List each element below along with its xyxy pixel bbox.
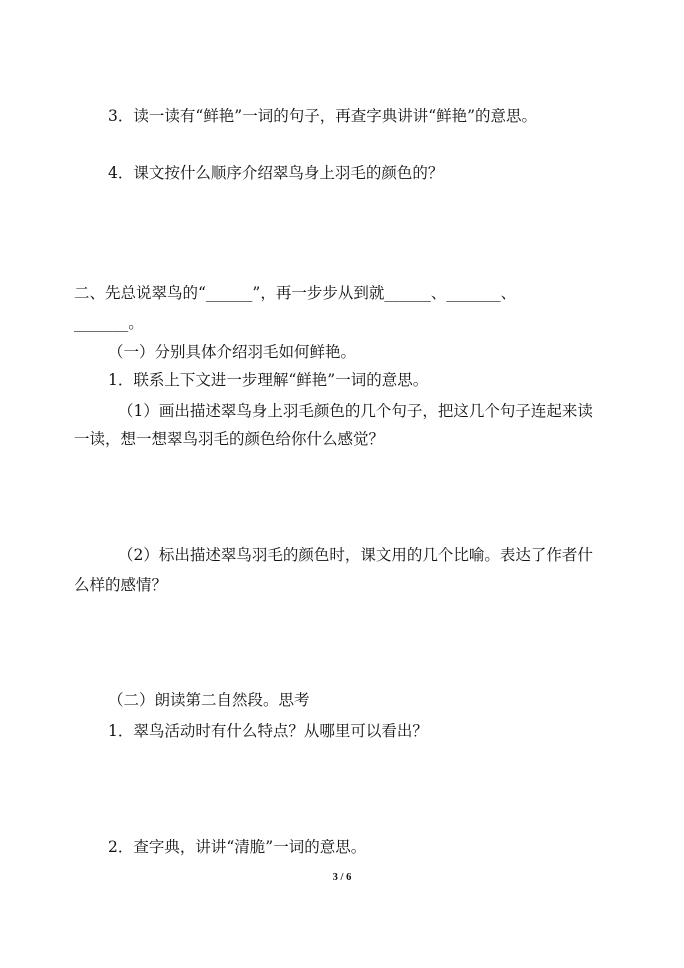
section-two-continuation: _______。 <box>74 314 144 332</box>
subsection-one-heading: （一）分别具体介绍羽毛如何鲜艳。 <box>108 343 357 361</box>
subsection-two-heading: （二）朗读第二自然段。思考 <box>108 691 310 709</box>
item-2-question: 2．查字典，讲讲“清脆”一词的意思。 <box>108 838 367 856</box>
question-4: 4．课文按什么顺序介绍翠鸟身上羽毛的颜色的？ <box>108 164 444 182</box>
task-2-line-1: （2）标出描述翠鸟羽毛的颜色时，课文用的几个比喻。表达了作者什 <box>118 546 593 564</box>
page-number: 3 / 6 <box>332 872 352 883</box>
section-two-heading: 二、先总说翠鸟的“______”，再一步步从到就______、_______、 <box>74 284 517 302</box>
question-3: 3．读一读有“鲜艳”一词的句子，再查字典讲讲“鲜艳”的意思。 <box>108 107 538 125</box>
task-1-line-1: （1）画出描述翠鸟身上羽毛颜色的几个句子，把这几个句子连起来读 <box>118 402 593 420</box>
item-1-question: 1．翠鸟活动时有什么特点？从哪里可以看出？ <box>108 722 428 740</box>
item-1-heading: 1．联系上下文进一步理解“鲜艳”一词的意思。 <box>108 371 429 389</box>
task-1-line-2: 一读，想一想翠鸟羽毛的颜色给你什么感觉？ <box>74 430 385 448</box>
task-2-line-2: 么样的感情？ <box>74 576 168 594</box>
